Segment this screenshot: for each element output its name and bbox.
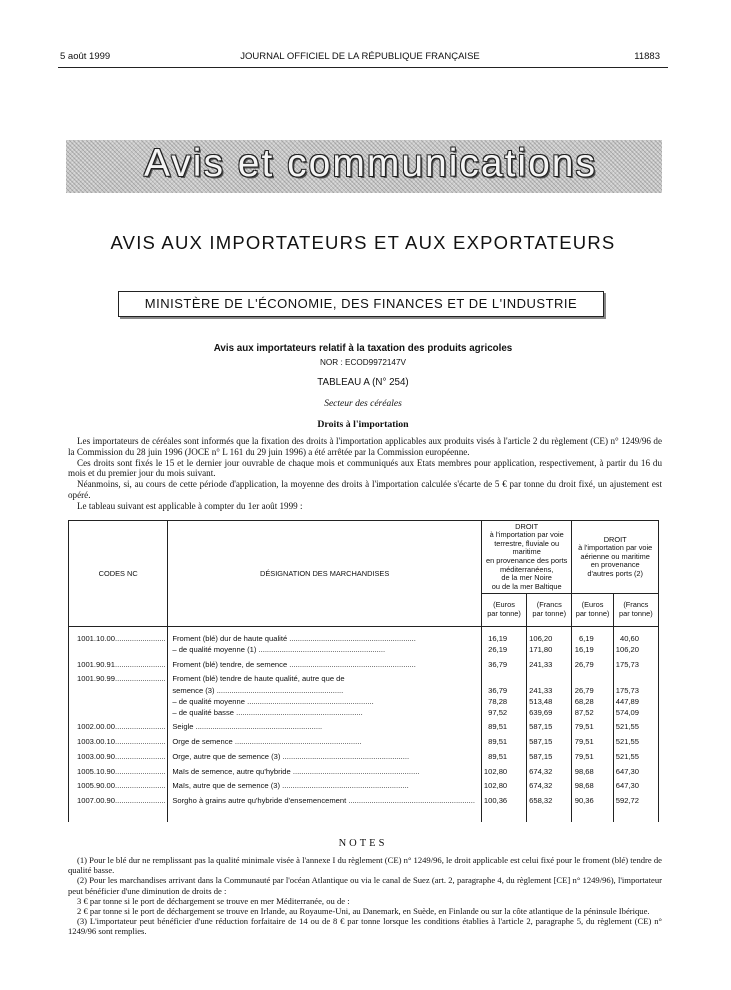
note-item: (3) L'importateur peut bénéficier d'une réduction forfaitaire de 14 ou de 8 € par tonne lorsque les conditions établies à l'article 2, paragraphe 5, du règlement (CE) n° 1249/96 sont remplies.	[68, 916, 662, 937]
duty-euros-mediterranean: 36,79	[488, 659, 508, 669]
euros-other-column	[572, 627, 613, 823]
note-item: (2) Pour les marchandises arrivant dans la Communauté par l'océan Atlantique ou via le canal de Suez (art. 2, paragraphe 4, du règlement [CE] n° 1249/96), l'importateur peut bénéficier d'une diminution de droits de :	[68, 875, 662, 896]
header-rule	[58, 67, 668, 68]
notice-title: Avis aux importateurs relatif à la taxation des produits agricoles	[213, 343, 513, 354]
duty-euros-other: 79,51	[574, 751, 594, 761]
duty-euros-mediterranean: 16,19	[488, 634, 508, 643]
duty-euros-mediterranean: 102,80	[483, 781, 508, 791]
notice-paragraph: Les importateurs de céréales sont informés que la fixation des droits à l'importation applicables aux produits visés à l'article 2 du règlement (CE) n° 1249/96 de la Commission du 28 juin 1996 (JOCE n° L 161 du 29 juin 1996) a été arrêtée par la Commission européenne.	[68, 436, 662, 457]
journal-title: JOURNAL OFFICIEL DE LA RÉPUBLIQUE FRANÇAISE	[240, 51, 480, 62]
designation-line: – de qualité moyenne ............................................................	[172, 696, 374, 706]
duty-euros-mediterranean: 100,36	[483, 795, 508, 805]
designation-line: Seigle ............................................................	[172, 722, 323, 732]
duty-euros-other: 68,28	[574, 696, 594, 706]
duty-euros-mediterranean: 89,51	[488, 722, 508, 732]
header-duty-other-ports: DROIT à l'importation par voie aérienne ou maritime en provenance d'autres ports (2)	[572, 521, 659, 594]
duty-francs-other: 40,60	[619, 634, 639, 643]
header-designation: DÉSIGNATION DES MARCHANDISES	[168, 521, 482, 627]
designation-text: Seigle	[172, 722, 194, 732]
duty-francs-other: 574,09	[615, 707, 639, 717]
designation-text: Froment (blé) tendre de haute qualité, autre que de	[172, 674, 345, 684]
designation-text: – de qualité basse	[172, 707, 234, 717]
duty-euros-mediterranean: 97,52	[488, 707, 508, 717]
issue-date: 5 août 1999	[60, 51, 111, 62]
designation-line: Maïs, autre que de semence (3) ............................................................	[172, 781, 409, 791]
nc-code-value: 1002.00.00	[77, 722, 116, 732]
duty-euros-other: 87,52	[574, 707, 594, 717]
nc-code-value: 1003.00.90	[77, 751, 116, 761]
designation-line	[168, 673, 481, 684]
duty-francs-other: 521,55	[615, 737, 639, 747]
notes-title: NOTES	[338, 838, 388, 849]
duty-euros-other: 6,19	[578, 634, 594, 643]
nc-code-blank	[69, 644, 167, 655]
duty-euros-mediterranean: 26,19	[488, 645, 508, 655]
nc-code-blank	[69, 685, 167, 696]
duty-francs-mediterranean: 106,20	[529, 634, 553, 643]
nc-code-value: 1001.90.99	[77, 674, 116, 684]
note-item: 2 € par tonne si le port de déchargement se trouve en Irlande, au Royaume-Uni, au Danemark, en Suède, en Finlande ou sur la côte atlantique de la péninsule Ibérique.	[77, 906, 650, 917]
notice-paragraph: Le tableau suivant est applicable à compter du 1er août 1999 :	[77, 500, 303, 511]
duty-euros-mediterranean	[482, 673, 526, 684]
duty-euros-other: 16,19	[574, 645, 594, 655]
nc-code-blank	[69, 707, 167, 718]
duty-francs-other: 521,55	[615, 751, 639, 761]
header-duty-mediterranean: DROIT à l'importation par voie terrestre, fluviale ou maritime en provenance des ports méditerranéens, de la mer Noire ou de la mer Baltique	[481, 521, 571, 594]
nc-code-value: 1005.10.90	[77, 766, 116, 776]
designation-text: – de qualité moyenne (1)	[172, 645, 257, 655]
nc-code: 1001.90.99........................	[77, 674, 166, 684]
nc-code-value: 1001.10.00	[77, 634, 116, 643]
duty-euros-other: 79,51	[574, 737, 594, 747]
designation-line: Maïs de semence, autre qu'hybride ............................................................	[172, 766, 420, 776]
duty-francs-mediterranean: 587,15	[529, 722, 553, 732]
duty-euros-other: 26,79	[574, 659, 594, 669]
duty-francs-mediterranean: 587,15	[529, 737, 553, 747]
header-unit-euros: (Euros par tonne)	[481, 594, 526, 627]
designation-line: Orge, autre que de semence (3) ............................................................	[172, 751, 410, 761]
designation-line: Froment (blé) dur de haute qualité ............................................................	[172, 634, 416, 643]
duty-francs-other: 521,55	[615, 722, 639, 732]
notice-body	[68, 436, 662, 512]
duty-francs-other: 447,89	[615, 696, 639, 706]
note-item: (1) Pour le blé dur ne remplissant pas la qualité minimale visée à l'annexe I du règlement (CE) n° 1249/96, le droit applicable est celui fixé pour le froment (blé) tendre de qualité basse.	[68, 855, 662, 876]
duty-euros-mediterranean: 36,79	[488, 685, 508, 695]
designation-line: Froment (blé) tendre, de semence ............................................................	[172, 659, 416, 669]
duties-heading: Droits à l'importation	[317, 419, 409, 430]
nc-code: 1003.00.10........................	[77, 737, 166, 747]
nor-reference: NOR : ECOD9972147V	[319, 358, 406, 367]
banner-title: Avis et communications	[144, 142, 597, 185]
duty-euros-other: 79,51	[574, 722, 594, 732]
duty-francs-other: 592,72	[615, 795, 639, 805]
page-number: 11883	[634, 51, 660, 62]
duty-euros-other: 98,68	[574, 781, 594, 791]
notice-paragraph: Néanmoins, si, au cours de cette période d'application, la moyenne des droits à l'importation calculée s'écarte de 5 € par tonne du droit fixé, un ajustement est opéré.	[68, 479, 662, 500]
nc-code: 1005.10.90........................	[77, 766, 166, 776]
ministry-name: MINISTÈRE DE L'ÉCONOMIE, DES FINANCES ET DE L'INDUSTRIE	[144, 296, 578, 311]
duty-euros-mediterranean: 78,28	[488, 696, 508, 706]
sector-heading: Secteur des céréales	[324, 399, 402, 409]
designation-line: Orge de semence ............................................................	[172, 737, 362, 747]
duty-francs-other: 175,73	[615, 659, 639, 669]
notice-paragraph: Ces droits sont fixés le 15 et le dernier jour ouvrable de chaque mois et communiqués aux Etats membres pour application, respectivement, à partir du 16 du mois et du premier jour du mois suivant.	[68, 457, 662, 479]
section-banner	[66, 140, 662, 193]
designation-text: semence (3)	[172, 685, 215, 695]
nc-code: 1002.00.00........................	[77, 722, 166, 732]
francs-other-column	[613, 627, 658, 823]
nc-code: 1001.90.91........................	[77, 659, 166, 669]
nc-code-value: 1007.00.90	[77, 795, 116, 805]
designation-text: Maïs de semence, autre qu'hybride	[172, 766, 291, 776]
header-unit-francs: (Francs par tonne)	[527, 594, 572, 627]
duty-francs-mediterranean: 639,69	[529, 707, 553, 717]
designation-text: Sorgho à grains autre qu'hybride d'ensemencement	[172, 795, 347, 805]
duty-francs-mediterranean	[527, 673, 571, 684]
duty-francs-mediterranean: 674,32	[529, 766, 553, 776]
nc-code-value: 1001.90.91	[77, 659, 116, 669]
designation-text: Orge, autre que de semence (3)	[172, 751, 281, 761]
duty-francs-mediterranean: 674,32	[529, 781, 553, 791]
designation-line: semence (3) ............................................................	[172, 685, 344, 695]
note-item: 3 € par tonne si le port de déchargement se trouve en mer Méditerranée, ou de :	[77, 895, 350, 906]
designation-line: – de qualité moyenne (1) ............................................................	[172, 645, 386, 655]
nc-code-value: 1005.90.00	[77, 781, 116, 791]
duty-francs-mediterranean: 241,33	[529, 685, 553, 695]
designation-text: Maïs, autre que de semence (3)	[172, 781, 280, 791]
nc-code: 1005.90.00........................	[77, 781, 166, 791]
duties-table	[68, 520, 659, 822]
duty-euros-other: 26,79	[574, 685, 594, 695]
nc-code-value: 1003.00.10	[77, 737, 116, 747]
ministry-box	[118, 291, 604, 317]
notes-body	[68, 855, 662, 937]
nc-code: 1001.10.00........................	[77, 634, 166, 643]
nc-code: 1003.00.90........................	[77, 751, 166, 761]
duty-francs-other: 647,30	[615, 781, 639, 791]
nc-code: 1007.00.90........................	[77, 795, 166, 805]
nc-code-blank	[69, 696, 167, 707]
duty-francs-mediterranean: 171,80	[529, 645, 553, 655]
duty-francs-other	[614, 673, 658, 684]
header-codes: CODES NC	[69, 521, 168, 627]
designation-text: – de qualité moyenne	[172, 696, 245, 706]
duty-euros-other	[572, 673, 612, 684]
duty-euros-mediterranean: 89,51	[488, 737, 508, 747]
francs-mediterranean-column	[527, 627, 572, 823]
designation-line: Sorgho à grains autre qu'hybride d'ensemencement ............................................................	[172, 795, 475, 805]
section-title: AVIS AUX IMPORTATEURS ET AUX EXPORTATEURS	[110, 232, 616, 253]
designation-text: Orge de semence	[172, 737, 233, 747]
duty-francs-other: 175,73	[615, 685, 639, 695]
duty-francs-mediterranean: 513,48	[529, 696, 553, 706]
duty-francs-other: 647,30	[615, 766, 639, 776]
duty-francs-other: 106,20	[615, 645, 639, 655]
duty-francs-mediterranean: 587,15	[529, 751, 553, 761]
tableau-number: TABLEAU A (N° 254)	[317, 377, 409, 388]
duty-francs-mediterranean: 241,33	[529, 659, 553, 669]
header-unit-euros: (Euros par tonne)	[572, 594, 613, 627]
designation-column	[168, 627, 482, 823]
duty-euros-mediterranean: 89,51	[488, 751, 508, 761]
designation-text: Froment (blé) tendre, de semence	[172, 659, 288, 669]
duty-euros-other: 90,36	[574, 795, 594, 805]
codes-column	[69, 627, 168, 823]
designation-line: – de qualité basse ............................................................	[172, 707, 363, 717]
designation-text: Froment (blé) dur de haute qualité	[172, 634, 288, 643]
duty-euros-other: 98,68	[574, 766, 594, 776]
duty-francs-mediterranean: 658,32	[529, 795, 553, 805]
header-unit-francs: (Francs par tonne)	[613, 594, 658, 627]
running-header	[60, 51, 660, 65]
duty-euros-mediterranean: 102,80	[483, 766, 508, 776]
euros-mediterranean-column	[481, 627, 526, 823]
